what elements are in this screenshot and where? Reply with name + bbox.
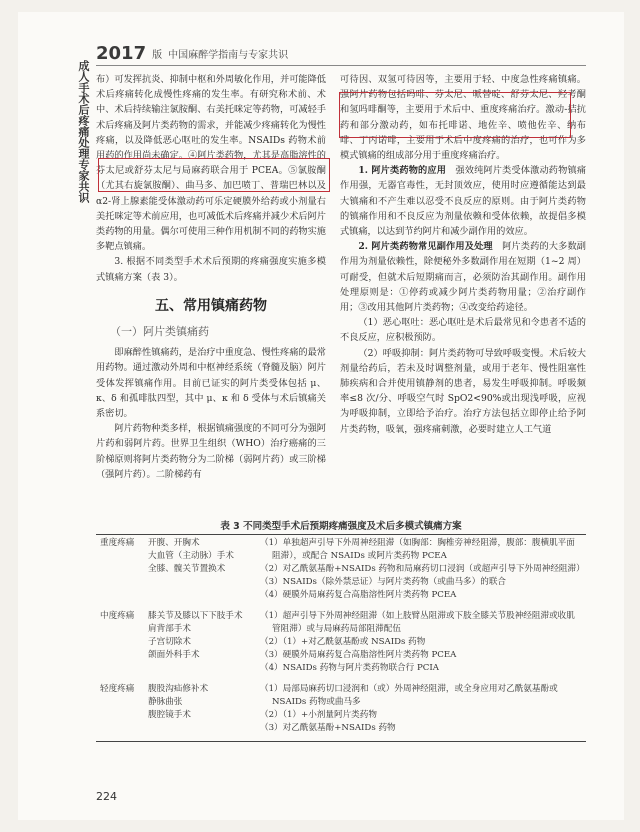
right-paragraph-2: 强效纯阿片类受体激动药物镇痛作用强，无器官毒性，无封顶效应，使用时应遵循能达到最大镇痛和不产生难以忍受不良反应的原则。由于阿片类药物的镇痛作用和不良反应为剂量依赖和受体依赖，故提倡多模式镇痛，以达到节约阿片和减少副作用的效应。 [340,165,587,238]
surgery-item: 开腹、开胸术 [148,538,200,548]
table-caption: 表 3 不同类型手术后预期疼痛强度及术后多模式镇痛方案 [220,521,462,532]
plan-item: （4）NSAIDs 药物与阿片类药物联合行 PCIA [260,663,439,673]
left-paragraph-3: 即麻醉性镇痛药，是治疗中重度急、慢性疼痛的最常用药物。通过激动外周和中枢神经系统（脊髓及脑）阿片受体发挥镇痛作用。目前已证实的阿片类受体包括 μ、κ、δ 和孤啡肽四型，其中 μ、κ 和 δ 受体与术后镇痛关系密切。 [96,347,326,420]
surgery-cell [148,537,260,602]
plan-item: （2）（1）+小剂量阿片类药物 [260,710,377,720]
right-paragraph-5: （2）呼吸抑制：阿片类药物可导致呼吸变慢。术后较大剂量给药后，若未及时调整剂量，或用于老年、慢性阻塞性肺疾病和合并使用镇静剂的患者，易发生呼吸抑制。呼吸频率≤8 次/分、呼吸空气时 SpO2<90%或出现浅呼吸，应视为呼吸抑制，立即给予治疗。治疗方法包括立即停止给予阿片类药物，吸氧，强疼痛刺激，必要时建立人工气道 [340,347,586,435]
plan-item: （1）超声引导下外周神经阻滞（如上肢臂丛阻滞或下肢全膝关节股神经阻滞或收肌管阻滞）或与局麻药局部阻滞配伍 [260,611,575,634]
header-edition: 版 [152,50,163,61]
severity-cell: 中度疼痛 [100,611,135,621]
left-column [96,72,326,482]
surgery-item: 子宫切除术 [148,637,191,647]
surgery-item: 肩背部手术 [148,624,191,634]
surgery-cell [148,683,260,735]
severity-cell: 轻度疼痛 [100,684,135,694]
section-heading: 五、常用镇痛药物 [155,297,267,314]
table-group-severe [96,535,586,608]
plan-item: （1）局部局麻药切口浸润和（或）外周神经阻滞，或全身应用对乙酰氨基酚或 NSAIDs 药物或曲马多 [260,684,558,707]
plan-item: （2）对乙酰氨基酚+NSAIDs 药物和局麻药切口浸润（或超声引导下外周神经阻滞） [260,564,585,574]
surgery-cell [148,610,260,675]
plan-item: （4）硬膜外局麻药复合高脂溶性阿片类药物 PCEA [260,590,457,600]
left-paragraph-1: 布）可发挥抗炎、抑制中枢和外周敏化作用，并可能降低术后疼痛转化成慢性疼痛的发生率。有研究称术前、术中、术后持续输注氯胺酮、右美托咪定等药物，可减轻手术后疼痛及阿片类药物的需求，并能减少疼痛转化为慢性疼痛，以及降低恶心呕吐的发生率。NSAIDs 药物术前用药的作用尚未确定。④阿片类药物，尤其是高脂溶性的芬太尼或舒芬太尼与局麻药联合用于 PCEA。⑤氯胺酮（尤其右旋氯胺酮）、曲马多、加巴喷丁、普瑞巴林以及 α2-肾上腺素能受体激动药可乐定硬膜外给药或小剂量右美托咪定等术前应用，也可减低术后疼痛并减少术后阿片类药物的用量。偶尔可使用三种作用机制不同的药物实施多靶点镇痛。 [96,74,326,253]
analgesia-table [96,534,586,742]
plan-item: （3）硬膜外局麻药复合高脂溶性阿片类药物 PCEA [260,650,457,660]
right-heading-2: 2. 阿片类药物常见副作用及处理 [358,241,493,253]
plan-cell [260,610,586,675]
page-number: 224 [96,790,117,803]
header-year: 2017 [96,43,147,64]
surgery-item: 腹腔镜手术 [148,710,191,720]
surgery-item: 全膝、髋关节置换术 [148,564,226,574]
plan-item: （3）对乙酰氨基酚+NSAIDs 药物 [260,723,396,733]
plan-item: （1）单独超声引导下外周神经阻滞（如胸部：胸椎旁神经阻滞，腹部：腹横肌平面阻滞），或配合 NSAIDs 或阿片类药物 PCEA [260,538,575,561]
surgery-item: 静脉曲张 [148,697,183,707]
plan-cell [260,683,586,735]
plan-item: （3）NSAIDs（除外禁忌证）与阿片类药物（或曲马多）的联合 [260,577,507,587]
table-group-moderate [96,608,586,681]
header-title: 中国麻醉学指南与专家共识 [168,50,289,61]
right-paragraph-3: 阿片类药的大多数副作用为剂量依赖性，除便秘外多数副作用在短期（1~2 周）可耐受，但就术后短期痛而言，必须防治其副作用。副作用处理原则是：①停药或减少阿片类药物用量；②治疗副作用；③改用其他阿片类药物；④改变给药途径。 [340,241,586,314]
plan-cell [260,537,586,602]
running-header [96,44,586,66]
severity-cell: 重度疼痛 [100,538,135,548]
sidebar-chapter-title: 成人手术后疼痛处理专家共识 [77,60,90,203]
left-paragraph-4: 阿片药物种类多样，根据镇痛强度的不同可分为强阿片药和弱阿片药。世界卫生组织（WHO）治疗癌痛的三阶梯原则将阿片类药物分为二阶梯（弱阿片药）或三阶梯（强阿片药）。二阶梯药有 [96,423,326,480]
subsection-heading: （一）阿片类镇痛药 [110,325,209,339]
surgery-item: 颌面外科手术 [148,650,200,660]
surgery-item: 大血管（主动脉）手术 [148,551,234,561]
right-paragraph-1: 可待因、双氢可待因等，主要用于轻、中度急性疼痛镇痛。强阿片药物包括吗啡、芬太尼、哌替啶、舒芬太尼、羟考酮和氢吗啡酮等，主要用于术后中、重度疼痛治疗。激动-拮抗药和部分激动药，如布托啡诺、地佐辛、喷他佐辛、纳布啡、丁丙诺啡，主要用于术后中度疼痛的治疗，也可作为多模式镇痛的组成部分用于重度疼痛治疗。 [340,74,586,162]
plan-item: （2）（1）+对乙酰氨基酚或 NSAIDs 药物 [260,637,426,647]
right-heading-1: 1. 阿片类药物的应用 [358,165,447,177]
highlight-box-left [98,158,330,192]
surgery-item: 膝关节及膝以下下肢手术 [148,611,243,621]
highlight-box-right [339,92,571,138]
surgery-item: 腹股沟疝修补术 [148,684,209,694]
left-paragraph-2: 3. 根据不同类型手术术后预期的疼痛强度实施多模式镇痛方案（表 3）。 [96,256,326,283]
right-paragraph-4: （1）恶心呕吐：恶心呕吐是术后最常见和令患者不适的不良反应，应积极预防。 [340,317,586,344]
table-group-mild [96,681,586,741]
